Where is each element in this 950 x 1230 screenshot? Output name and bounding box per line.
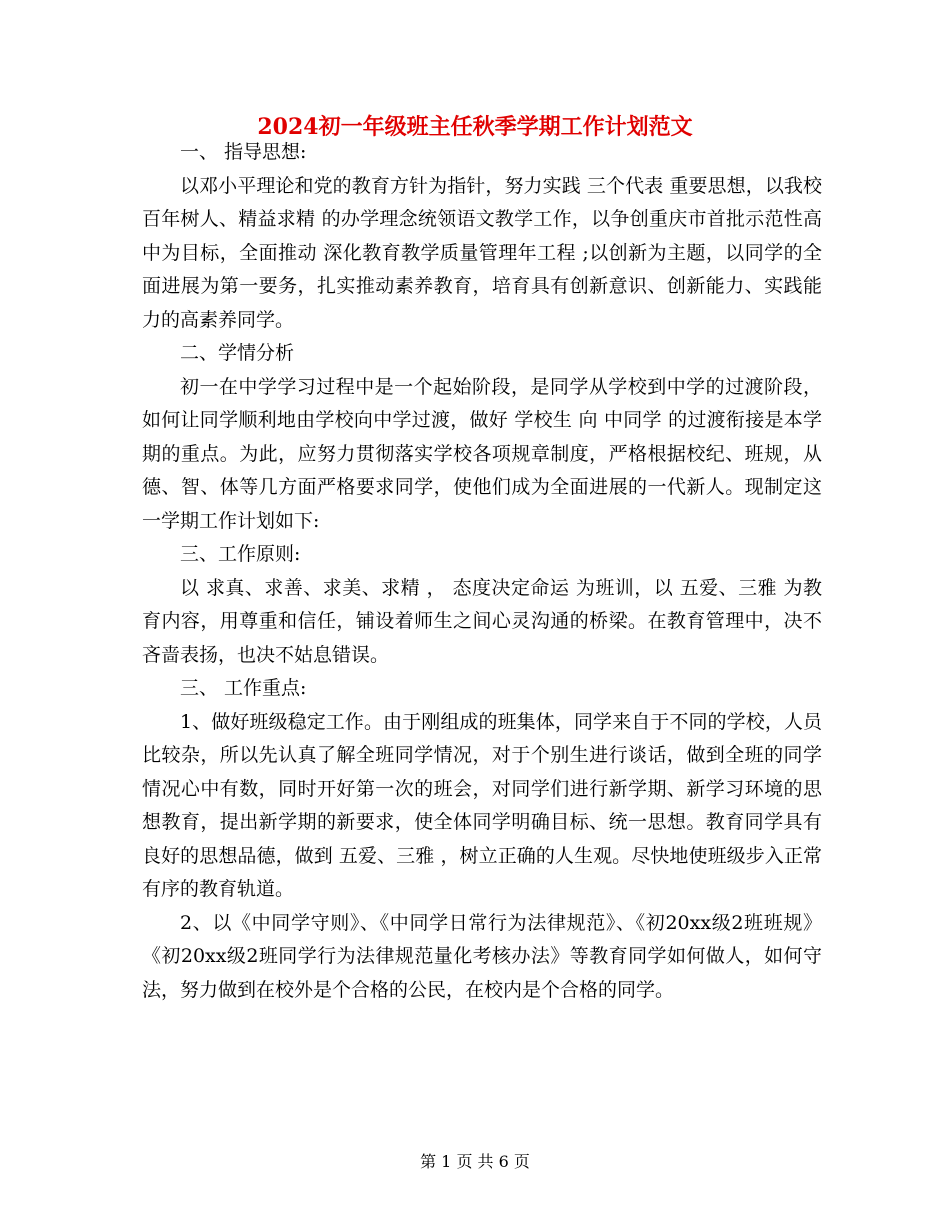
section-heading-work-focus: 三、 工作重点: — [180, 677, 307, 699]
section-heading-work-principles: 三、工作原则: — [180, 543, 301, 565]
paragraph-student-analysis: 初一在中学学习过程中是一个起始阶段，是同学从学校到中学的过渡阶段，如何让同学顺利地由学校向中学过渡，做好 学校生 向 中同学 的过渡衔接是本学期的重点。为此，应努力贯彻落实学校各项规章制度，严格根据校纪、班规，从德、智、体等几方面严格要求同学，使他们成为全面进展的一代新人。现制定这一学期工作计划如下: — [142, 375, 822, 532]
paragraph-work-principles: 以 求真、求善、求美、求精 ， 态度决定命运 为班训，以 五爱、三雅 为教育内容，用尊重和信任，铺设着师生之间心灵沟通的桥梁。在教育管理中，决不吝啬表扬，也决不姑息错误。 — [142, 576, 822, 666]
paragraph-focus-item-1: 1、做好班级稳定工作。由于刚组成的班集体，同学来自于不同的学校，人员比较杂，所以先认真了解全班同学情况，对于个别生进行谈话，做到全班的同学情况心中有数，同时开好第一次的班会，对同学们进行新学期、新学习环境的思想教育，提出新学期的新要求，使全体同学明确目标、统一思想。教育同学具有良好的思想品德，做到 五爱、三雅 ，树立正确的人生观。尽快地使班级步入正常有序的教育轨道。 — [142, 710, 822, 900]
section-heading-guiding-ideology: 一、 指导思想: — [180, 141, 307, 163]
section-heading-student-analysis: 二、学情分析 — [180, 342, 295, 364]
document-body — [142, 136, 822, 1007]
paragraph-focus-item-2: 2、以《中同学守则》、《中同学日常行为法律规范》、《初20xx级2班班规》《初20xx级2班同学行为法律规范量化考核办法》等教育同学如何做人，如何守法，努力做到在校外是个合格的公民，在校内是个合格的同学。 — [142, 911, 822, 1001]
paragraph-guiding-ideology: 以邓小平理论和党的教育方针为指针，努力实践 三个代表 重要思想，以我校 百年树人、精益求精 的办学理念统领语文教学工作，以争创重庆市首批示范性高中为目标，全面推动 深化教育教学质量管理年工程 ;以创新为主题，以同学的全面进展为第一要务，扎实推动素养教育，培育具有创新意识、创新能力、实践能力的高素养同学。 — [142, 174, 822, 331]
page-number-footer: 第 1 页 共 6 页 — [420, 1152, 530, 1171]
document-title: 2024初一年级班主任秋季学期工作计划范文 — [257, 114, 693, 140]
